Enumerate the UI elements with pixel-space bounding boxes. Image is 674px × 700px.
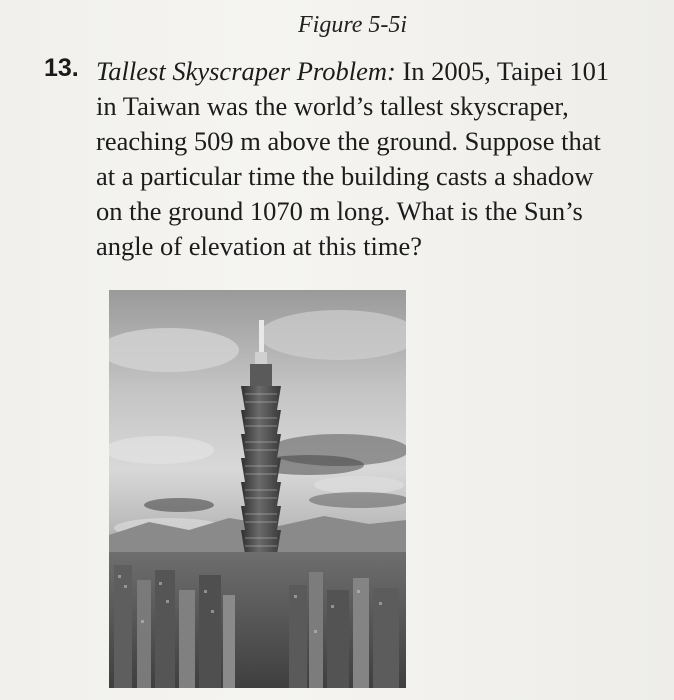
problem-number: 13. [44, 54, 79, 82]
problem-line-1 [96, 54, 644, 89]
taipei-101-photo [109, 290, 406, 688]
problem-line-1-text: In 2005, Taipei 101 [402, 56, 610, 86]
city-skyline [109, 552, 406, 688]
problem-line-2: in Taiwan was the world’s tallest skyscraper, [96, 91, 569, 121]
problem-line-6: angle of elevation at this time? [96, 231, 422, 261]
figure-caption: Figure 5-5i [298, 12, 408, 38]
problem-line-5: on the ground 1070 m long. What is the Sun’s [96, 196, 583, 226]
problem-text [96, 54, 644, 264]
problem-line-4: at a particular time the building casts a shadow [96, 161, 594, 191]
problem-title: Tallest Skyscraper Problem: [96, 56, 396, 86]
problem-line-3: reaching 509 m above the ground. Suppose that [96, 126, 601, 156]
